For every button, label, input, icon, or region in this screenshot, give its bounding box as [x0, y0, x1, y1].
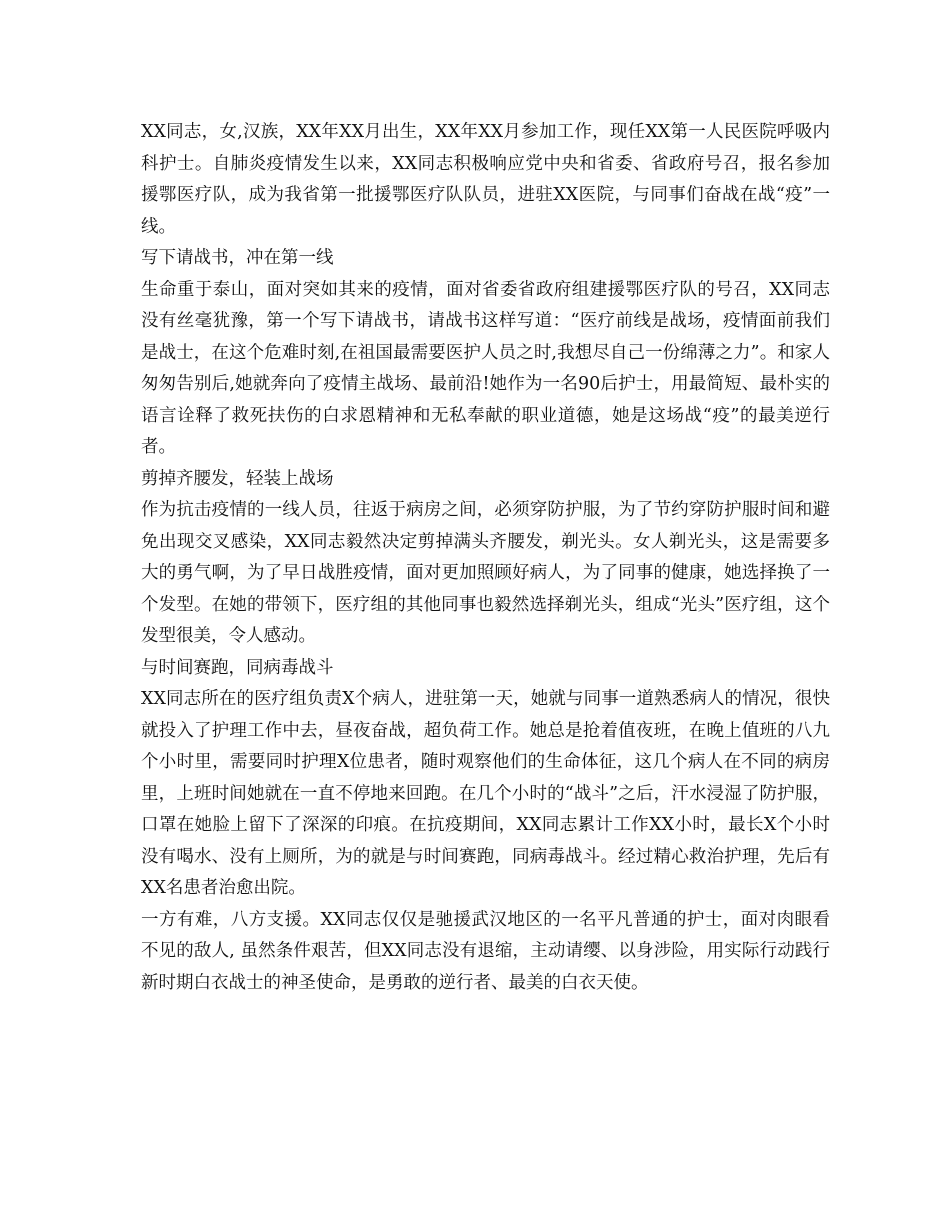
section-body-2: 作为抗击疫情的一线人员，往返于病房之间，必须穿防护服，为了节约穿防护服时间和避免出现交叉感染，XX同志毅然决定剪掉满头齐腰发，剃光头。女人剃光头，这是需要多大的勇气啊，为了早日战胜疫情，面对更加照顾好病人，为了同事的健康，她选择换了一个发型。在她的带领下，医疗组的其他同事也毅然选择剃光头，组成“光头”医疗组，这个发型很美，令人感动。: [141, 500, 830, 646]
closing-paragraph: 一方有难，八方支援。XX同志仅仅是驰援武汉地区的一名平凡普通的护士，面对肉眼看不见的敌人, 虽然条件艰苦，但XX同志没有退缩，主动请缨、以身涉险，用实际行动践行新时期白衣战士的神圣使命，是勇敢的逆行者、最美的白衣天使。: [141, 909, 830, 993]
section-heading-3: 与时间赛跑，同病毒战斗: [141, 657, 334, 678]
intro-paragraph: XX同志，女,汉族，XX年XX月出生，XX年XX月参加工作，现任XX第一人民医院呼吸内科护士。自肺炎疫情发生以来，XX同志积极响应党中央和省委、省政府号召，报名参加援鄂医疗队，成为我省第一批援鄂医疗队队员，进驻XX医院，与同事们奋战在战“疫”一线。: [141, 122, 830, 237]
section-body-1: 生命重于泰山，面对突如其来的疫情，面对省委省政府组建援鄂医疗队的号召，XX同志没有丝毫犹豫，第一个写下请战书，请战书这样写道：“医疗前线是战场，疫情面前我们是战士，在这个危难时刻,在祖国最需要医护人员之时,我想尽自己一份绵薄之力”。和家人匆匆告别后,她就奔向了疫情主战场、最前沿!她作为一名90后护士，用最简短、最朴实的语言诠释了救死扶伤的白求恩精神和无私奉献的职业道德，她是这场战“疫”的最美逆行者。: [141, 279, 830, 457]
section-heading-1: 写下请战书，冲在第一线: [141, 248, 334, 268]
section-body-3: XX同志所在的医疗组负责X个病人，进驻第一天，她就与同事一道熟悉病人的情况，很快就投入了护理工作中去，昼夜奋战，超负荷工作。她总是抢着值夜班，在晚上值班的八九个小时里，需要同时护理X位患者，随时观察他们的生命体征，这几个病人在不同的病房里，上班时间她就在一直不停地来回跑。在几个小时的“战斗”之后，汗水浸湿了防护服，口罩在她脸上留下了深深的印痕。在抗疫期间，XX同志累计工作XX小时，最长X个小时没有喝水、没有上厕所，为的就是与时间赛跑，同病毒战斗。经过精心救治护理，先后有XX名患者治愈出院。: [141, 689, 830, 898]
section-heading-2: 剪掉齐腰发，轻装上战场: [141, 468, 334, 489]
